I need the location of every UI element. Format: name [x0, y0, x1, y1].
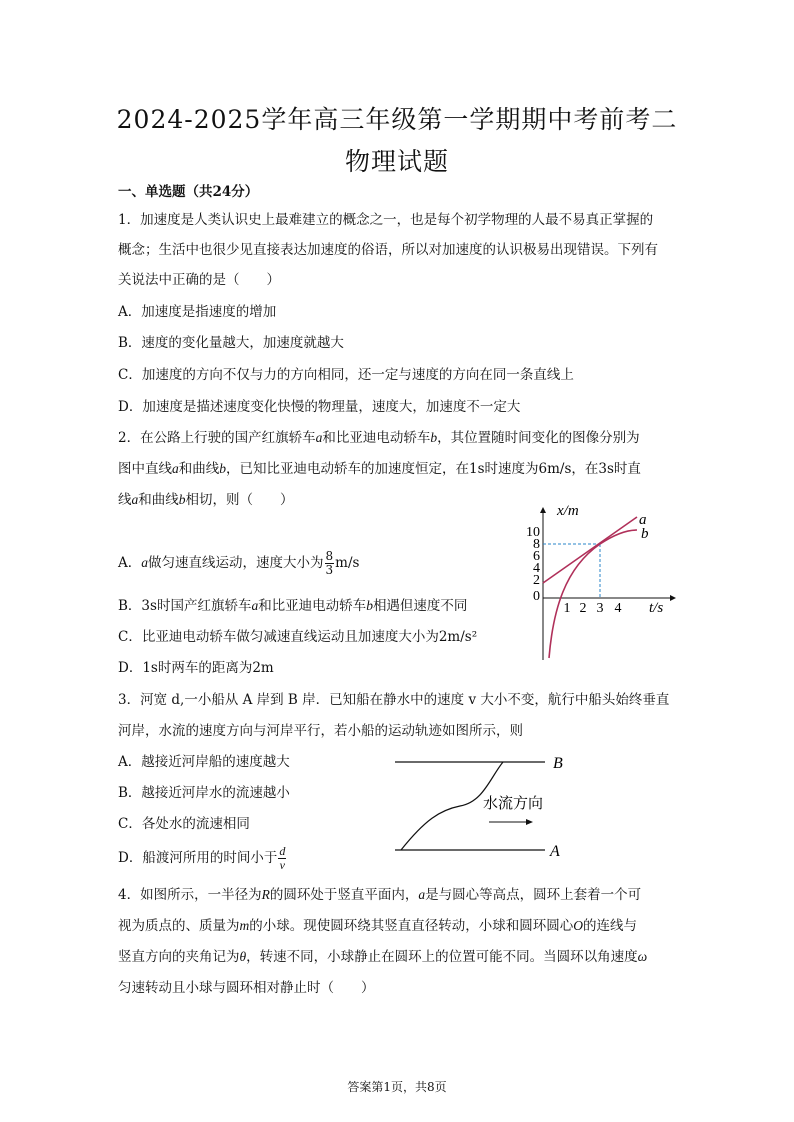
q3-option-c: C．各处水的流速相同: [118, 816, 250, 832]
q2-option-c: C．比亚迪电动轿车做匀减速直线运动且加速度大小为2m/s²: [118, 629, 478, 645]
q2-stem-line3: 线a和曲线b相切，则（ ）: [118, 492, 294, 508]
q3-option-a: A．越接近河岸船的速度越大: [118, 754, 290, 770]
x-tick-label: 2: [579, 601, 587, 616]
q2-stem-line1: 2．在公路上行驶的国产红旗轿车a和比亚迪电动轿车b，其位置随时间变化的图像分别为: [118, 430, 640, 446]
bank-a-label: A: [550, 843, 560, 860]
fraction: $\frac{d}{v}$: [279, 844, 286, 872]
x-tick-label: 1: [563, 601, 571, 616]
q1-option-a: A．加速度是指速度的增加: [118, 304, 277, 320]
curve-b-label: b: [641, 526, 649, 542]
q4-stem-line1: 4．如图所示，一半径为R的圆环处于竖直平面内，a是与圆心等高点，圆环上套着一个可: [118, 887, 642, 903]
curve-b: [549, 530, 637, 658]
page-subtitle: 物理试题: [344, 147, 449, 176]
q4-stem-line4: 匀速转动且小球与圆环相对静止时（ ）: [118, 980, 375, 996]
section-heading: 一、单选题（共24分）: [118, 184, 259, 200]
q4-stem-line2: 视为质点的、质量为m的小球。现使圆环绕其竖直直径转动，小球和圆环圆心O的连线与: [118, 918, 637, 934]
q3-stem-line2: 河岸，水流的速度方向与河岸平行，若小船的运动轨迹如图所示，则: [118, 723, 523, 739]
line-a: [543, 517, 637, 583]
curve-a-label: a: [639, 512, 647, 528]
q1-option-b: B．速度的变化量越大，加速度就越大: [118, 335, 344, 351]
flow-direction-label: 水流方向: [483, 794, 544, 812]
q1-stem-line3: 关说法中正确的是（ ）: [118, 272, 280, 288]
x-axis-label: t/s: [649, 600, 664, 616]
q2-option-a: A．a做匀速直线运动，速度大小为 $\frac{8}{3}$ m/s: [118, 549, 360, 577]
q1-stem-line1: 1．加速度是人类认识史上最难建立的概念之一，也是每个初学物理的人最不易真正掌握的: [118, 212, 654, 228]
q4-stem-line3: 竖直方向的夹角记为θ，转速不同，小球静止在圆环上的位置可能不同。当圆环以角速度ω: [118, 949, 648, 965]
q3-option-d: D．船渡河所用的时间小于 $\frac{d}{v}$: [118, 844, 286, 872]
q1-option-d: D．加速度是描述速度变化快慢的物理量，速度大，加速度不一定大: [118, 399, 521, 415]
q1-option-c: C．加速度的方向不仅与力的方向相同，还一定与速度的方向在同一条直线上: [118, 367, 574, 383]
q3-river-diagram: [385, 748, 585, 864]
fraction: $\frac{8}{3}$: [325, 549, 334, 577]
y-tick-label: 0: [533, 589, 540, 604]
x-tick-label: 4: [614, 601, 622, 616]
y-tick-label: 6: [533, 549, 540, 564]
q2-xt-graph: [525, 500, 685, 665]
q1-stem-line2: 概念；生活中也很少见直接表达加速度的俗语，所以对加速度的认识极易出现错误。下列有: [118, 242, 658, 258]
q3-stem-line1: 3．河宽 d,一小船从 A 岸到 B 岸．已知船在静水中的速度 v 大小不变，航行中船头始终垂直: [118, 692, 670, 708]
page-footer: 答案第1页，共8页: [347, 1080, 447, 1094]
q3-option-b: B．越接近河岸水的流速越小: [118, 785, 290, 801]
y-tick-label: 10: [526, 525, 540, 540]
q2-stem-line2: 图中直线a和曲线b，已知比亚迪电动轿车的加速度恒定，在1s时速度为6m/s，在3s时直: [118, 461, 641, 477]
q2-option-b: B．3s时国产红旗轿车a和比亚迪电动轿车b相遇但速度不同: [118, 598, 468, 614]
y-tick-label: 8: [533, 537, 540, 552]
y-tick-label: 4: [533, 561, 540, 576]
page-title: 2024-2025学年高三年级第一学期期中考前考二: [116, 105, 678, 134]
q2-option-d: D．1s时两车的距离为2m: [118, 660, 274, 676]
bank-b-label: B: [553, 755, 563, 772]
y-tick-label: 2: [533, 573, 540, 588]
x-tick-label: 3: [596, 601, 604, 616]
y-axis-label: x/m: [557, 503, 579, 519]
